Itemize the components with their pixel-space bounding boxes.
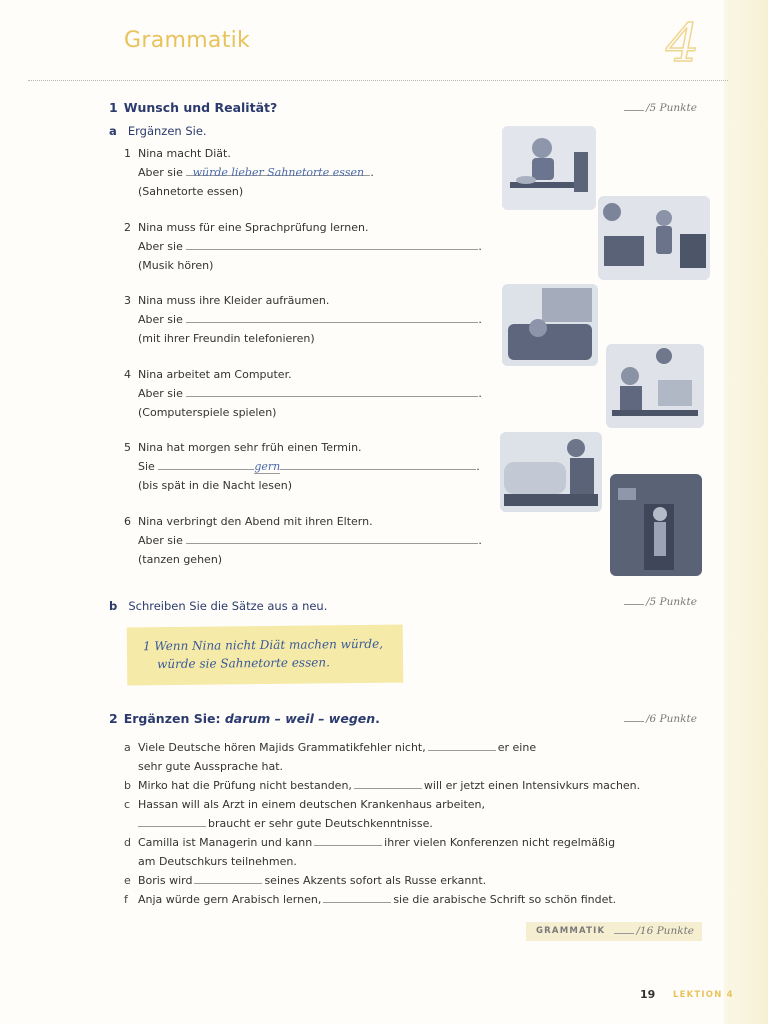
points-blank[interactable] — [614, 933, 634, 934]
gap-c[interactable] — [138, 814, 206, 827]
illustration-computer — [606, 344, 704, 428]
part-b-points: /5 Punkte — [624, 596, 697, 608]
illustration-reading — [500, 432, 602, 512]
section-2-item-a: a Viele Deutsche hören Majids Grammatikfehler nicht, er eine sehr gute Aussprache hat. — [124, 738, 536, 776]
exercise-item-6: 6 Nina verbringt den Abend mit ihren Eltern. Aber sie . (tanzen gehen) — [124, 512, 482, 569]
section-2-points: /6 Punkte — [624, 713, 697, 725]
gap-d[interactable] — [314, 833, 382, 846]
illustration-dancing — [610, 474, 702, 576]
example-line-2: würde sie Sahnetorte essen. — [157, 655, 330, 672]
answer-field-6[interactable] — [186, 531, 478, 544]
answer-field-5a[interactable] — [158, 457, 254, 470]
points-blank[interactable] — [624, 110, 644, 111]
item-hint: (mit ihrer Freundin telefonieren) — [138, 332, 315, 345]
answer-field-3[interactable] — [186, 310, 478, 323]
part-a-heading — [109, 120, 207, 139]
item-hint: (bis spät in die Nacht lesen) — [138, 479, 293, 492]
illustration-music — [598, 196, 710, 280]
part-b-heading — [109, 595, 327, 614]
example-answer-note — [127, 625, 404, 686]
page-number: 19 — [640, 988, 656, 1001]
chapter-number: 4 — [666, 14, 700, 74]
answer-field-4[interactable] — [186, 384, 478, 397]
illustration-phone — [502, 284, 598, 366]
page-edge-strip — [724, 0, 768, 1024]
answer-field-1[interactable]: würde lieber Sahnetorte essen — [186, 163, 370, 176]
connector-words: darum – weil – wegen — [224, 711, 376, 726]
section-1-title: Wunsch und Realität? — [123, 100, 278, 115]
section-2-item-b: b Mirko hat die Prüfung nicht bestanden, will er jetzt einen Intensivkurs machen. — [124, 776, 640, 795]
part-b-letter: b — [109, 599, 118, 613]
section-2-item-c: c Hassan will als Arzt in einem deutschen Krankenhaus arbeiten, braucht er sehr gute Deutschkenntnisse. — [124, 798, 486, 830]
item-sentence: Nina hat morgen sehr früh einen Termin. — [138, 441, 362, 454]
section-2-heading: 2 Ergänzen Sie: darum – weil – wegen. — [109, 711, 380, 726]
section-2-number: 2 — [109, 711, 118, 726]
points-blank[interactable] — [624, 604, 644, 605]
section-1-number: 1 — [109, 100, 118, 115]
points-blank[interactable] — [624, 721, 644, 722]
item-sentence: Nina muss ihre Kleider aufräumen. — [138, 294, 330, 307]
total-points-box — [526, 922, 702, 941]
exercise-item-2: 2 Nina muss für eine Sprachprüfung lernen. Aber sie . (Musik hören) — [124, 218, 482, 275]
exercise-item-3: 3 Nina muss ihre Kleider aufräumen. Aber sie . (mit ihrer Freundin telefonieren) — [124, 291, 482, 348]
item-hint: (tanzen gehen) — [138, 553, 223, 566]
item-sentence: Nina verbringt den Abend mit ihren Eltern. — [138, 515, 373, 528]
item-hint: (Computerspiele spielen) — [138, 406, 277, 419]
lektion-label: LEKTION 4 — [673, 990, 734, 1000]
part-a-letter: a — [109, 124, 117, 138]
total-points: /16 Punkte — [614, 922, 694, 941]
page-title: Grammatik — [124, 28, 251, 53]
item-sentence: Nina macht Diät. — [138, 147, 231, 160]
section-1-points: /5 Punkte — [624, 102, 697, 114]
example-line-1: 1 Wenn Nina nicht Diät machen würde, — [142, 636, 384, 654]
part-b-instruction: Schreiben Sie die Sätze aus a neu. — [128, 599, 328, 613]
illustration-eating — [502, 126, 596, 210]
item-hint: (Musik hören) — [138, 259, 214, 272]
gap-b[interactable] — [354, 776, 422, 789]
gap-a[interactable] — [428, 738, 496, 751]
gap-e[interactable] — [194, 871, 262, 884]
exercise-item-5: 5 Nina hat morgen sehr früh einen Termin. Sie gern . (bis spät in die Nacht lesen) — [124, 438, 480, 495]
item-sentence: Nina arbeitet am Computer. — [138, 368, 292, 381]
gap-f[interactable] — [323, 890, 391, 903]
section-2-item-f: f Anja würde gern Arabisch lernen, sie die arabische Schrift so schön findet. — [124, 890, 616, 909]
section-2-item-d: d Camilla ist Managerin und kann ihrer vielen Konferenzen nicht regelmäßig am Deutschkurs teilnehmen. — [124, 833, 615, 871]
item-sentence: Nina muss für eine Sprachprüfung lernen. — [138, 221, 369, 234]
part-a-instruction: Ergänzen Sie. — [127, 124, 207, 138]
footer-label: GRAMMATIK — [536, 926, 606, 936]
header-divider — [28, 80, 728, 81]
answer-field-5b[interactable] — [280, 457, 476, 470]
item-hint: (Sahnetorte essen) — [138, 185, 244, 198]
section-2-item-e: e Boris wird seines Akzents sofort als Russe erkannt. — [124, 871, 486, 890]
exercise-item-1: 1 Nina macht Diät. Aber sie würde lieber Sahnetorte essen . (Sahnetorte essen) — [124, 144, 374, 201]
section-1-heading — [109, 100, 277, 115]
answer-gern: gern — [254, 460, 281, 473]
answer-field-2[interactable] — [186, 237, 478, 250]
exercise-item-4: 4 Nina arbeitet am Computer. Aber sie . (Computerspiele spielen) — [124, 365, 482, 422]
